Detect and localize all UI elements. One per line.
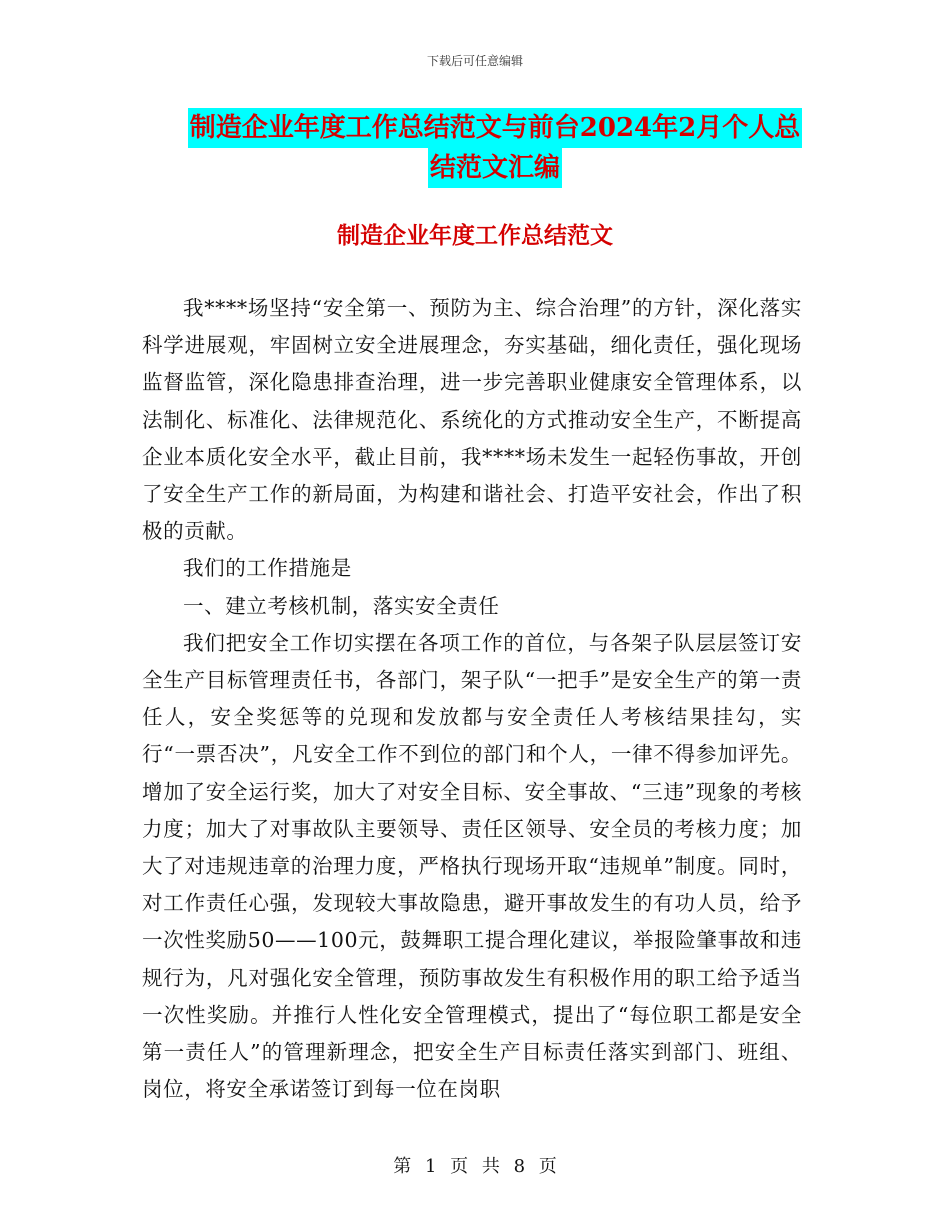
paragraph: 我****场坚持“安全第一、预防为主、综合治理”的方针，深化落实科学进展观，牢固树立安全进展理念，夯实基础，细化责任，强化现场监督监管，深化隐患排查治理，进一步完善职业健康安全管理体系，以法制化、标准化、法律规范化、系统化的方式推动安全生产，不断提高企业本质化安全水平，截止目前，我****场未发生一起轻伤事故，开创了安全生产工作的新局面，为构建和谐社会、打造平安社会，作出了积极的贡献。 xyxy=(142,296,802,544)
title-line-1: 制造企业年度工作总结范文与前台2024年2月个人总 xyxy=(188,108,802,148)
header-note: 下载后可任意编辑 xyxy=(426,54,523,68)
page-footer xyxy=(0,1152,950,1178)
footer-label-page: 第 xyxy=(393,1156,412,1177)
paragraph: 我们把安全工作切实摆在各项工作的首位，与各架子队层层签订安全生产目标管理责任书，各部门，架子队“一把手”是安全生产的第一责任人，安全奖惩等的兑现和发放都与安全责任人考核结果挂勾，实行“一票否决”，凡安全工作不到位的部门和个人，一律不得参加评先。增加了安全运行奖，加大了对安全目标、安全事故、“三违”现象的考核力度；加大了对事故队主要领导、责任区领导、安全员的考核力度；加大了对违规违章的治理力度，严格执行现场开取“违规单”制度。同时，对工作责任心强，发现较大事故隐患，避开事故发生的有功人员，给予一次性奖励50——100元，鼓舞职工提合理化建议，举报险肇事故和违规行为，凡对强化安全管理，预防事故发生有积极作用的职工给予适当一次性奖励。并推行人性化安全管理模式，提出了“每位职工都是安全第一责任人”的管理新理念，把安全生产目标责任落实到部门、班组、岗位，将安全承诺签订到每一位在岗职 xyxy=(142,630,802,1102)
document-title xyxy=(100,108,890,188)
footer-current-page: 1 xyxy=(424,1156,437,1177)
footer-label-of: 页 xyxy=(450,1156,469,1177)
footer-label-total: 共 xyxy=(481,1156,500,1177)
paragraph: 我们的工作措施是 xyxy=(183,556,352,581)
body-text xyxy=(142,290,802,1108)
footer-total-pages: 8 xyxy=(513,1156,526,1177)
footer-label-end: 页 xyxy=(538,1156,557,1177)
paragraph: 一、建立考核机制，落实安全责任 xyxy=(183,593,500,618)
section-title: 制造企业年度工作总结范文 xyxy=(337,222,613,249)
title-line-2: 结范文汇编 xyxy=(428,148,562,188)
